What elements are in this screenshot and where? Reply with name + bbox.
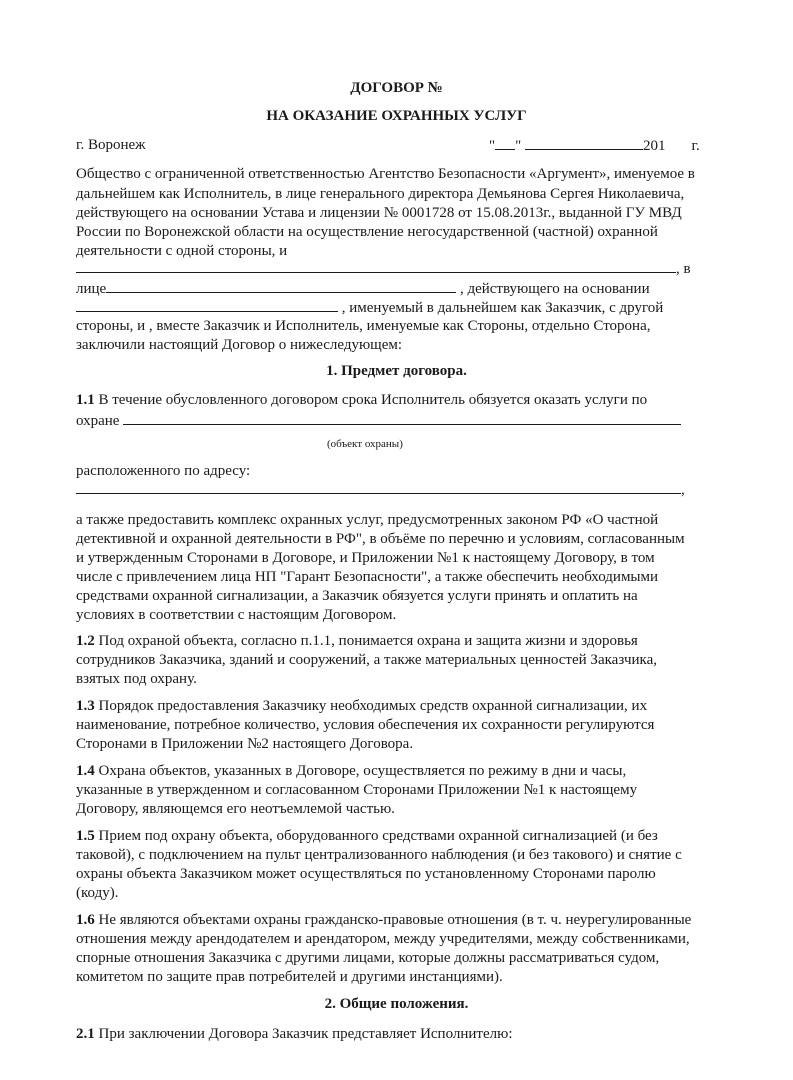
clause-1-5: 1.5 Прием под охрану объекта, оборудованного средствами охранной сигнализацией (и без (76, 828, 658, 844)
preamble-line: заключили настоящий Договор о нижеследующем: (76, 337, 403, 353)
object-caption: (объект охраны) (327, 438, 403, 450)
section-heading: 1. Предмет договора. (326, 363, 467, 379)
preamble-line: России по Воронежской области на осуществление негосударственной (частной) охранной (76, 224, 658, 240)
clause-text: взятых под охрану. (76, 671, 197, 687)
day-blank (495, 136, 515, 150)
address-label: расположенного по адресу: (76, 463, 251, 479)
clause-text: Сторонами в Приложении №2 настоящего Договора. (76, 736, 414, 752)
preamble-line: действующего на основании Устава и лицензии № 0001728 от 15.08.2013г., выданной ГУ МВД (76, 205, 682, 221)
clause-2-1: 2.1 При заключении Договора Заказчик представляет Исполнителю: (76, 1026, 513, 1042)
customer-name-line: , в (76, 259, 691, 279)
clause-1-6: 1.6 Не являются объектами охраны гражданско-правовые отношения (в т. ч. неурегулированные (76, 912, 692, 928)
document-title: ДОГОВОР № (350, 80, 443, 96)
representative-line: лице , действующего на основании (76, 281, 650, 297)
clause-text: отношения между арендодателем и арендатором, между учредителями, между собственниками, (76, 931, 690, 947)
object-blank (123, 411, 681, 425)
clause-text: средствами охранной сигнализации, а Заказчик обязуется услуги принять и оплатить на (76, 588, 638, 604)
clause-1-1: 1.1 В течение обусловленного договором срока Исполнитель обязуется оказать услуги по (76, 392, 648, 408)
section-heading: 2. Общие положения. (324, 996, 469, 1012)
clause-text: комитетом по защите прав потребителей и другими инстанциями). (76, 969, 503, 985)
clause-1-4: 1.4 Охрана объектов, указанных в Договоре, осуществляется по режиму в дни и часы, (76, 763, 627, 779)
clause-text: числе с привлечением лица НП "Гарант Безопасности", а также обеспечить необходимыми (76, 569, 659, 585)
representative-blank (106, 279, 456, 293)
clause-text: (коду). (76, 885, 119, 901)
city: г. Воронеж (76, 137, 146, 153)
month-blank (525, 136, 643, 150)
basis-line: , именуемый в дальнейшем как Заказчик, с другой (76, 298, 663, 318)
clause-text: указанные в утвержденном и согласованном Сторонами Приложении №1 к настоящему (76, 782, 638, 798)
document-subtitle: НА ОКАЗАНИЕ ОХРАННЫХ УСЛУГ (266, 108, 527, 124)
clause-1-3: 1.3 Порядок предоставления Заказчику необходимых средств охранной сигнализации, их (76, 698, 648, 714)
preamble-line: дальнейшем как Исполнитель, в лице генерального директора Демьянова Сергея Николаевича, (76, 186, 685, 202)
customer-name-blank (76, 259, 676, 273)
preamble-line: стороны, и , вместе Заказчик и Исполнитель, именуемые как Стороны, отдельно Сторона, (76, 318, 651, 334)
clause-text: и утвержденным Сторонами в Договоре, и Приложении №1 к настоящему Договору, в том (76, 550, 655, 566)
date-line: " " 201 г. (489, 138, 700, 154)
address-blank (76, 480, 681, 494)
clause-text: охраны объекта Заказчиком может осуществляться по установленному Сторонами паролю (76, 866, 656, 882)
clause-text: детективной и охранной деятельности в РФ", в объёме по перечню и условиям, согласованным (76, 531, 685, 547)
clause-text: таковой), с подключением на пульт централизованного наблюдения (и без такового) и снятие с (76, 847, 682, 863)
clause-1-2: 1.2 Под охраной объекта, согласно п.1.1, понимается охрана и защита жизни и здоровья (76, 633, 638, 649)
basis-blank (76, 298, 338, 312)
preamble-line: Общество с ограниченной ответственностью Агентство Безопасности «Аргумент», именуемое в (76, 166, 695, 182)
address-line: , (76, 480, 685, 500)
clause-text: а также предоставить комплекс охранных услуг, предусмотренных законом РФ «О частной (76, 512, 659, 528)
clause-text: условиях в соответствии с настоящим Договором. (76, 607, 397, 623)
clause-text: сотрудников Заказчика, зданий и сооружений, а также материальных ценностей Заказчика, (76, 652, 657, 668)
clause-text: Договору, являющемся его неотъемлемой частью. (76, 801, 395, 817)
object-line: охране (76, 411, 681, 431)
clause-text: спорные отношения Заказчика с другими лицами, которые должны рассматриваться судом, (76, 950, 660, 966)
preamble-line: деятельности с одной стороны, и (76, 243, 288, 259)
clause-text: наименование, потребное количество, условия обеспечения их сохранности регулируются (76, 717, 655, 733)
